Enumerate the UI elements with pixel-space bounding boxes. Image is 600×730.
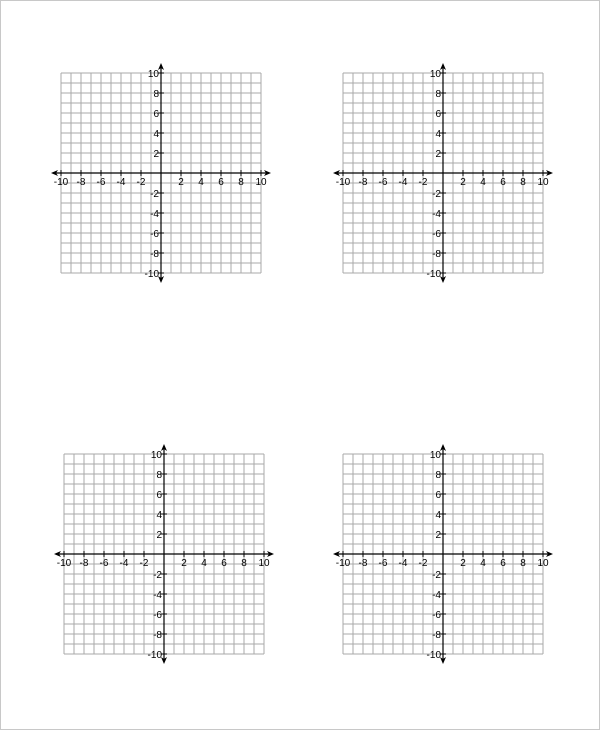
coordinate-grid-bottom-right <box>331 444 553 672</box>
y-tick-label: 8 <box>156 470 162 481</box>
x-tick-label: 10 <box>258 558 270 569</box>
y-tick-label: -2 <box>150 189 159 200</box>
x-tick-label: 6 <box>221 558 227 569</box>
x-tick-label: 6 <box>218 177 224 188</box>
y-tick-label: 10 <box>150 450 162 461</box>
x-tick-label: 6 <box>500 558 506 569</box>
x-tick-label: -4 <box>398 177 408 188</box>
y-tick-label: 8 <box>435 89 441 100</box>
y-tick-label: 2 <box>153 149 159 160</box>
y-tick-label: -8 <box>432 249 441 260</box>
x-tick-label: 6 <box>500 177 506 188</box>
x-tick-label: 2 <box>460 177 466 188</box>
y-tick-label: -10 <box>147 650 162 661</box>
axes <box>333 63 553 283</box>
x-tick-label: -4 <box>116 177 126 188</box>
x-tick-label: 4 <box>201 558 207 569</box>
y-tick-label: -6 <box>150 229 159 240</box>
x-tick-label: 10 <box>537 558 549 569</box>
x-tick-label: 2 <box>181 558 187 569</box>
x-tick-label: -6 <box>96 177 106 188</box>
y-tick-label: -4 <box>432 590 441 601</box>
y-tick-label: 2 <box>435 530 441 541</box>
y-tick-label: 8 <box>435 470 441 481</box>
x-tick-label: 4 <box>198 177 204 188</box>
y-tick-label: 2 <box>435 149 441 160</box>
y-tick-label: 2 <box>156 530 162 541</box>
x-tick-label: -10 <box>53 177 69 188</box>
x-tick-label: 8 <box>238 177 244 188</box>
x-tick-label: -8 <box>76 177 86 188</box>
y-tick-label: 4 <box>153 129 159 140</box>
y-tick-label: -10 <box>144 269 159 280</box>
y-tick-label: -8 <box>153 630 162 641</box>
x-tick-label: -8 <box>79 558 89 569</box>
x-tick-label: 10 <box>255 177 267 188</box>
x-tick-label: -10 <box>56 558 72 569</box>
y-tick-label: 6 <box>156 490 162 501</box>
x-tick-label: -4 <box>398 558 408 569</box>
x-tick-label: -8 <box>358 558 368 569</box>
y-tick-label: -10 <box>426 650 441 661</box>
y-tick-label: 10 <box>429 450 441 461</box>
y-tick-label: 10 <box>429 69 441 80</box>
x-tick-label: -2 <box>139 558 149 569</box>
coordinate-grid-top-left <box>49 63 271 291</box>
y-tick-label: 8 <box>153 89 159 100</box>
y-tick-label: -8 <box>432 630 441 641</box>
y-tick-label: 4 <box>156 510 162 521</box>
x-tick-label: -2 <box>418 558 428 569</box>
y-tick-label: -6 <box>153 610 162 621</box>
y-tick-label: -8 <box>150 249 159 260</box>
coordinate-grid-top-right <box>331 63 553 291</box>
axes <box>51 63 271 283</box>
x-tick-label: -6 <box>378 558 388 569</box>
x-tick-label: 8 <box>520 558 526 569</box>
y-tick-label: 4 <box>435 510 441 521</box>
axes <box>54 444 274 664</box>
x-tick-label: 4 <box>480 177 486 188</box>
x-tick-label: 8 <box>241 558 247 569</box>
y-tick-label: -2 <box>153 570 162 581</box>
x-tick-label: 2 <box>178 177 184 188</box>
x-tick-label: -2 <box>136 177 146 188</box>
y-tick-label: 10 <box>147 69 159 80</box>
x-tick-label: -4 <box>119 558 129 569</box>
y-tick-label: -4 <box>432 209 441 220</box>
y-tick-label: 6 <box>435 109 441 120</box>
y-tick-label: -4 <box>150 209 159 220</box>
y-tick-label: -10 <box>426 269 441 280</box>
x-tick-label: 10 <box>537 177 549 188</box>
y-tick-label: -4 <box>153 590 162 601</box>
x-tick-label: -10 <box>335 558 351 569</box>
y-tick-label: -2 <box>432 189 441 200</box>
x-tick-label: -10 <box>335 177 351 188</box>
x-tick-label: -6 <box>378 177 388 188</box>
x-tick-label: -6 <box>99 558 109 569</box>
y-tick-label: -2 <box>432 570 441 581</box>
x-tick-label: -8 <box>358 177 368 188</box>
y-tick-label: 6 <box>435 490 441 501</box>
y-tick-label: 6 <box>153 109 159 120</box>
x-tick-label: 8 <box>520 177 526 188</box>
x-tick-label: -2 <box>418 177 428 188</box>
y-tick-label: 4 <box>435 129 441 140</box>
axes <box>333 444 553 664</box>
coordinate-grid-bottom-left <box>52 444 274 672</box>
y-tick-label: -6 <box>432 610 441 621</box>
x-tick-label: 4 <box>480 558 486 569</box>
y-tick-label: -6 <box>432 229 441 240</box>
x-tick-label: 2 <box>460 558 466 569</box>
